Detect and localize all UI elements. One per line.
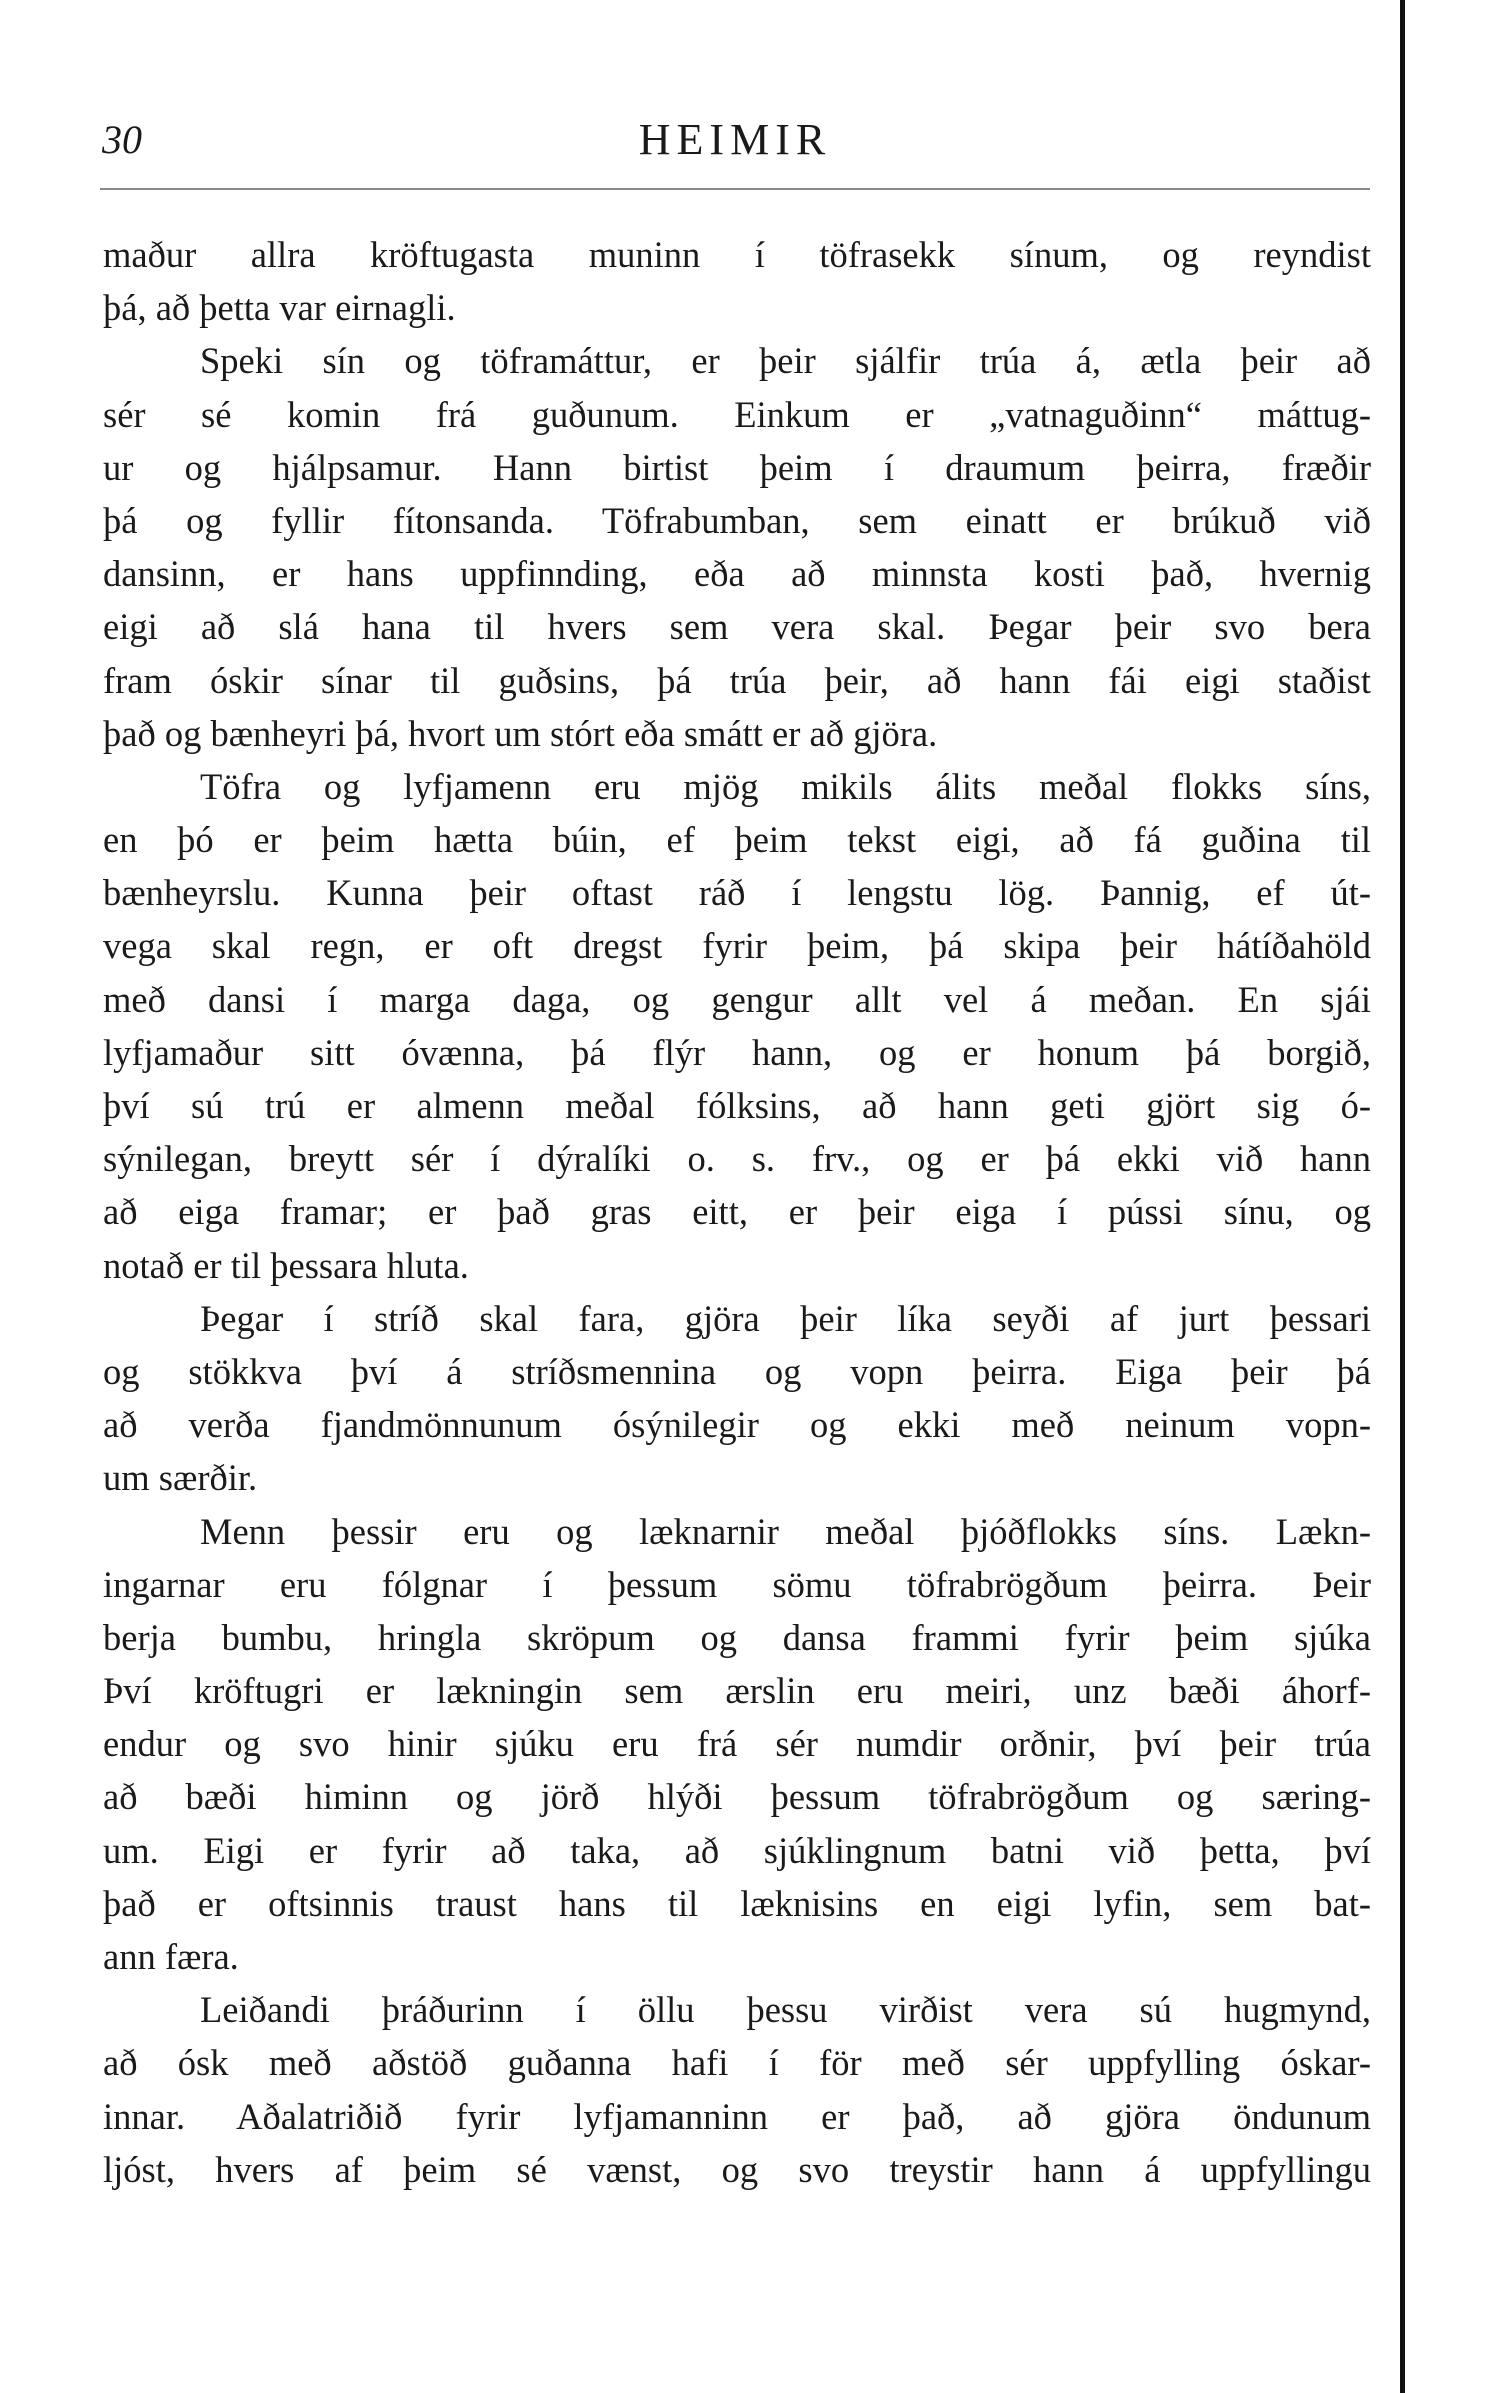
body-text (103, 228, 1371, 2196)
text-line: dansinn, er hans uppfinnding, eða að minnsta kosti það, hvernig (103, 553, 1371, 595)
text-line: en þó er þeim hætta búin, ef þeim tekst eigi, að fá guðina til (103, 819, 1371, 861)
text-line: notað er til þessara hluta. (103, 1244, 469, 1286)
text-line: þá, að þetta var eirnagli. (103, 287, 456, 329)
text-line: þá og fyllir fítonsanda. Töfrabumban, sem einatt er brúkuð við (103, 499, 1371, 541)
text-line: eigi að slá hana til hvers sem vera skal. Þegar þeir svo bera (103, 606, 1371, 648)
text-line: sér sé komin frá guðunum. Einkum er „vatnaguðinn“ máttug- (103, 393, 1371, 435)
text-line: lyfjamaður sitt óvænna, þá flýr hann, og er honum þá borgið, (103, 1031, 1371, 1073)
text-line: vega skal regn, er oft dregst fyrir þeim, þá skipa þeir hátíðahöld (103, 925, 1371, 967)
text-line: Menn þessir eru og læknarnir meðal þjóðflokks síns. Lækn- (200, 1510, 1371, 1552)
text-line: bænheyrslu. Kunna þeir oftast ráð í lengstu lög. Þannig, ef út- (103, 872, 1371, 914)
text-line: um særðir. (103, 1457, 258, 1499)
text-line: að ósk með aðstöð guðanna hafi í för með sér uppfylling óskar- (103, 2042, 1371, 2084)
text-line: ljóst, hvers af þeim sé vænst, og svo treystir hann á uppfyllingu (103, 2148, 1371, 2190)
text-line: að eiga framar; er það gras eitt, er þeir eiga í pússi sínu, og (103, 1191, 1371, 1233)
text-line: innar. Aðalatriðið fyrir lyfjamanninn er það, að gjöra öndunum (103, 2095, 1371, 2137)
text-line: Leiðandi þráðurinn í öllu þessu virðist vera sú hugmynd, (200, 1989, 1371, 2031)
text-line: að bæði himinn og jörð hlýði þessum töfrabrögðum og særing- (103, 1776, 1371, 1818)
running-head-title: HEIMIR (638, 115, 832, 164)
text-line: sýnilegan, breytt sér í dýralíki o. s. frv., og er þá ekki við hann (103, 1138, 1371, 1180)
header-rule (100, 188, 1370, 190)
text-line: fram óskir sínar til guðsins, þá trúa þeir, að hann fái eigi staðist (103, 659, 1371, 701)
text-line: maður allra kröftugasta muninn í töfrasekk sínum, og reyndist (103, 234, 1371, 275)
text-line: endur og svo hinir sjúku eru frá sér numdir orðnir, því þeir trúa (103, 1723, 1371, 1765)
text-line: það er oftsinnis traust hans til læknisins en eigi lyfin, sem bat- (103, 1882, 1371, 1924)
text-line: Speki sín og töframáttur, er þeir sjálfir trúa á, ætla þeir að (200, 340, 1371, 382)
text-line: um. Eigi er fyrir að taka, að sjúklingnum batni við þetta, því (103, 1829, 1371, 1871)
page-edge-line (1400, 0, 1405, 2393)
text-line: að verða fjandmönnunum ósýnilegir og ekki með neinum vopn- (103, 1404, 1371, 1446)
text-line: Þegar í stríð skal fara, gjöra þeir líka seyði af jurt þessari (200, 1297, 1371, 1339)
text-line: og stökkva því á stríðsmennina og vopn þeirra. Eiga þeir þá (103, 1350, 1371, 1392)
text-line: ann færa. (103, 1936, 239, 1977)
text-line: berja bumbu, hringla skröpum og dansa frammi fyrir þeim sjúka (103, 1616, 1371, 1658)
text-line: með dansi í marga daga, og gengur allt vel á meðan. En sjái (103, 978, 1371, 1020)
text-line: ur og hjálpsamur. Hann birtist þeim í draumum þeirra, fræðir (103, 446, 1371, 488)
page-header (100, 108, 1370, 168)
text-line: Töfra og lyfjamenn eru mjög mikils álits meðal flokks síns, (200, 765, 1371, 807)
text-line: það og bænheyri þá, hvort um stórt eða smátt er að gjöra. (103, 712, 938, 754)
page-number: 30 (102, 117, 142, 162)
text-line: Því kröftugri er lækningin sem ærslin eru meiri, unz bæði áhorf- (103, 1670, 1371, 1712)
text-line: því sú trú er almenn meðal fólksins, að hann geti gjört sig ó- (103, 1085, 1371, 1126)
text-line: ingarnar eru fólgnar í þessum sömu töfrabrögðum þeirra. Þeir (103, 1563, 1371, 1605)
